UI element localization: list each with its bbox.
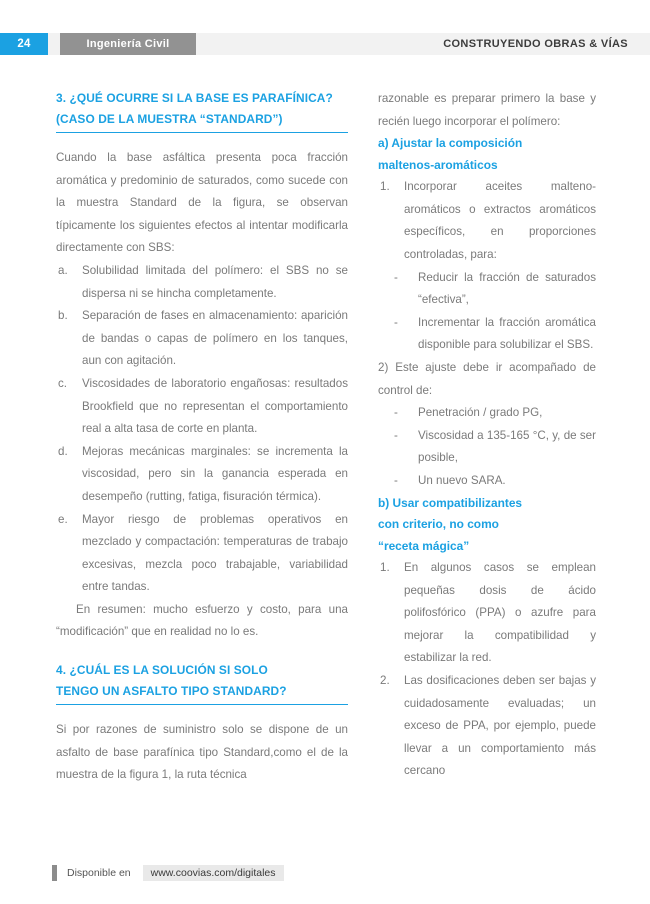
footer-label: Disponible en (67, 867, 131, 879)
list-item (378, 470, 596, 493)
left-intro-paragraph: Cuando la base asfáltica presenta poca fracción aromática y predominio de saturados, como sucede con la muestra Standard de la figura, se observan típicamente los siguientes efectos al intentar modificarla directamente con SBS: (56, 151, 348, 255)
list-item (378, 312, 596, 357)
page-header (0, 33, 650, 55)
list-text: Viscosidad a 135-165 °C, y, de ser posible, (418, 428, 596, 465)
subheading-b-line1: b) Usar compatibilizantes (378, 495, 523, 510)
list-marker: b. (58, 309, 68, 323)
list-text: En algunos casos se emplean pequeñas dosis de ácido polifosfórico (PPA) o azufre para mejorar la compatibilidad y estabilizar la red. (404, 561, 596, 665)
footer-marker-icon (52, 865, 57, 881)
page-number-badge: 24 (0, 33, 48, 55)
subheading-a-line2: maltenos-aromáticos (378, 157, 498, 172)
list-text: Mejoras mecánicas marginales: se incrementa la viscosidad, pero sin la ganancia esperada en desempeño (rutting, fatiga, fisuración térmica). (82, 444, 348, 503)
adjust-composition-sublist (378, 267, 596, 357)
list-marker: 1. (380, 561, 390, 574)
list-marker: 1. (380, 180, 390, 194)
list-text: Solubilidad limitada del polímero: el SBS no se dispersa ni se hincha completamente. (82, 263, 348, 300)
left-column (56, 88, 348, 787)
heading-4-line1: 4. ¿CUÁL ES LA SOLUCIÓN SI SOLO (56, 663, 268, 678)
subheading-b-line2: con criterio, no como (378, 517, 499, 531)
list-item (378, 670, 596, 783)
footer-url[interactable]: www.coovias.com/digitales (143, 865, 284, 881)
heading-3-line2: (CASO DE LA MUESTRA “STANDARD”) (56, 109, 348, 133)
heading-4-line2: TENGO UN ASFALTO TIPO STANDARD? (56, 681, 348, 705)
left-summary-paragraph: En resumen: mucho esfuerzo y costo, para una “modificación” que en realidad no lo es. (56, 602, 348, 639)
list-text: Las dosificaciones deben ser bajas y cuidadosamente evaluadas; un exceso de PPA, por ejemplo, puede llevar a un comportamiento más cercano (404, 673, 596, 778)
adjust-composition-list (378, 176, 596, 266)
list-item (378, 557, 596, 670)
effects-list (56, 260, 348, 599)
list-item (56, 260, 348, 305)
control-intro-paragraph: 2) Este ajuste debe ir acompañado de control de: (378, 360, 596, 397)
list-marker: a. (58, 263, 68, 277)
list-marker: - (394, 406, 398, 420)
list-marker: - (394, 473, 398, 487)
page-footer (52, 864, 284, 882)
publication-title: CONSTRUYENDO OBRAS & VÍAS (443, 38, 628, 50)
list-item (56, 441, 348, 509)
list-text: Incrementar la fracción aromática disponible para solubilizar el SBS. (418, 315, 596, 352)
list-text: Reducir la fracción de saturados “efectiva”, (418, 270, 596, 307)
list-text: Separación de fases en almacenamiento: aparición de bandas o capas de polímero en los tanques, aun con agitación. (82, 309, 348, 368)
list-marker: - (394, 270, 398, 284)
list-text: Mayor riesgo de problemas operativos en mezclado y compactación: temperaturas de trabajo excesivas, mezcla poco trabajable, variabilidad entre tandas. (82, 512, 348, 594)
list-item (56, 373, 348, 441)
list-text: Incorporar aceites malteno-aromáticos o extractos aromáticos específicos, en proporciones controladas, para: (404, 180, 596, 261)
list-item (56, 305, 348, 373)
list-marker: c. (58, 376, 68, 390)
list-marker: - (394, 315, 398, 329)
list-item (378, 402, 596, 425)
right-continuation-paragraph: razonable es preparar primero la base y recién luego incorporar el polímero: (378, 92, 596, 128)
heading-3-line1: 3. ¿QUÉ OCURRE SI LA BASE ES PARAFÍNICA? (56, 91, 333, 105)
left-paragraph-2: Si por razones de suministro solo se dispone de un asfalto de base parafínica tipo Standard,como el de la muestra de la figura 1, la ruta técnica (56, 723, 348, 782)
subheading-a-line1: a) Ajustar la composición (378, 136, 523, 151)
list-text: Viscosidades de laboratorio engañosas: resultados Brookfield que no representan el comportamiento real a alta tasa de corte en planta. (82, 376, 348, 436)
list-marker: e. (58, 512, 68, 526)
list-item (378, 176, 596, 266)
subheading-b-line3: “receta mágica” (378, 538, 470, 553)
section-badge: Ingeniería Civil (60, 33, 196, 55)
list-item (56, 509, 348, 599)
list-marker: d. (58, 444, 68, 458)
control-sublist (378, 402, 596, 492)
list-text: Penetración / grado PG, (418, 406, 543, 420)
list-marker: - (394, 428, 398, 442)
list-marker: 2. (380, 673, 390, 687)
right-column (378, 88, 596, 783)
compatibilizers-list (378, 557, 596, 783)
list-item (378, 267, 596, 312)
list-item (378, 425, 596, 470)
list-text: Un nuevo SARA. (418, 473, 506, 487)
